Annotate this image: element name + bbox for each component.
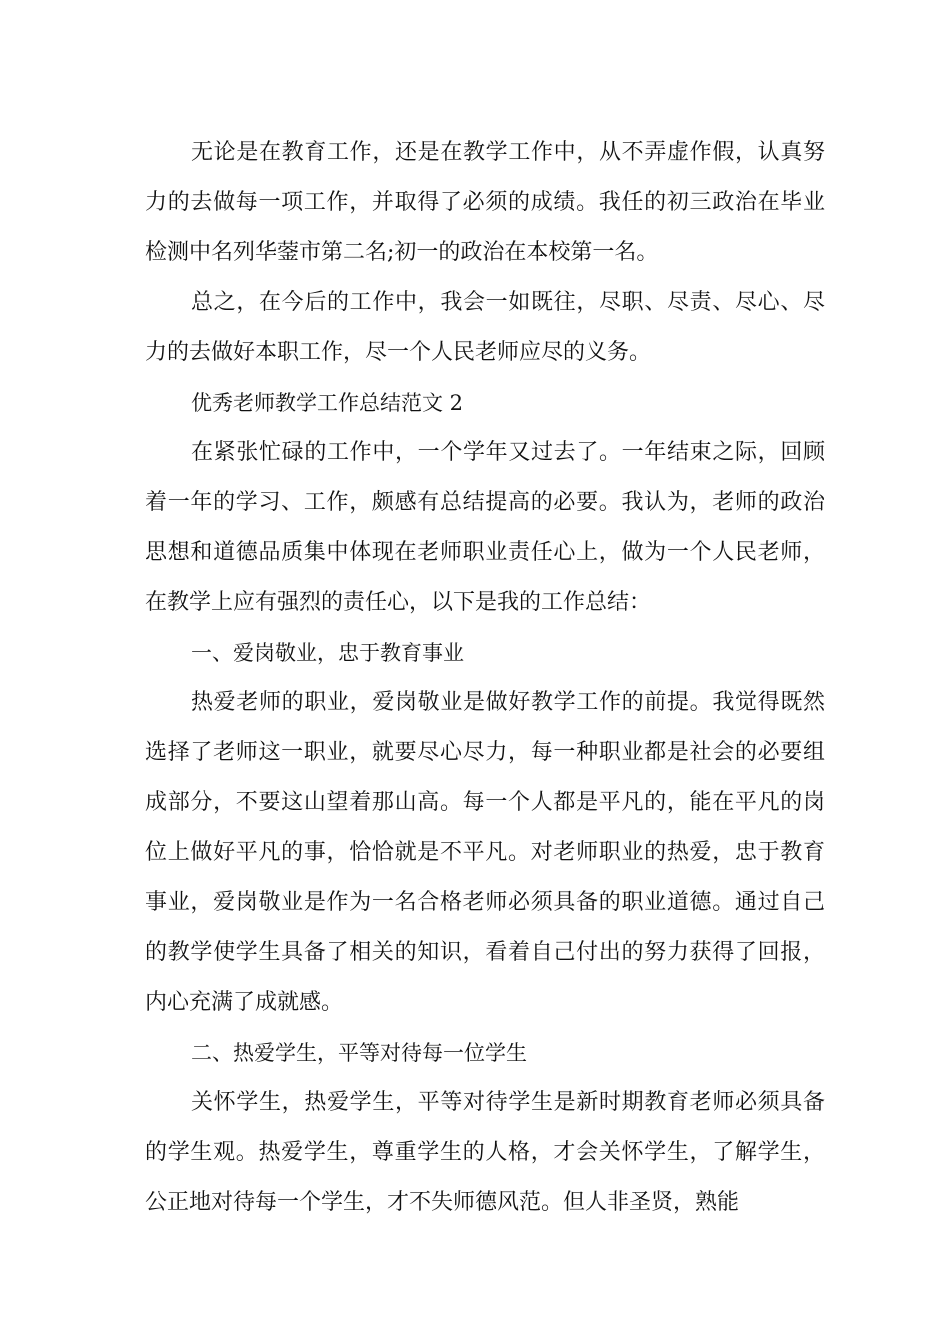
section-title-sample-2: 优秀老师教学工作总结范文 2 [191, 391, 464, 415]
paragraph-work-attitude: 无论是在教育工作，还是在教学工作中，从不弄虚作假，认真努力的去做每一项工作，并取得了必须的成绩。我任的初三政治在毕业检测中名列华蓥市第二名;初一的政治在本校第一名。 [145, 140, 825, 265]
paragraph-love-job: 热爱老师的职业，爱岗敬业是做好教学工作的前提。我觉得既然选择了老师这一职业，就要尽心尽力，每一种职业都是社会的必要组成部分，不要这山望着那山高。每一个人都是平凡的，能在平凡的岗位上做好平凡的事，恰恰就是不平凡。对老师职业的热爱，忠于教育事业，爱岗敬业是作为一名合格老师必须具备的职业道德。通过自己的教学使学生具备了相关的知识，看着自己付出的努力获得了回报，内心充满了成就感。 [145, 690, 825, 1015]
paragraph-intro: 在紧张忙碌的工作中，一个学年又过去了。一年结束之际，回顾着一年的学习、工作，颇感有总结提高的必要。我认为，老师的政治思想和道德品质集中体现在老师职业责任心上，做为一个人民老师，在教学上应有强烈的责任心，以下是我的工作总结： [145, 440, 825, 615]
heading-love-students: 二、热爱学生，平等对待每一位学生 [191, 1041, 527, 1065]
document-body [145, 128, 825, 1228]
paragraph-conclusion: 总之，在今后的工作中，我会一如既往，尽职、尽责、尽心、尽力的去做好本职工作，尽一个人民老师应尽的义务。 [145, 290, 825, 365]
heading-love-job: 一、爱岗敬业，忠于教育事业 [191, 641, 464, 665]
paragraph-love-students: 关怀学生，热爱学生，平等对待学生是新时期教育老师必须具备的学生观。热爱学生，尊重学生的人格，才会关怀学生，了解学生，公正地对待每一个学生，才不失师德风范。但人非圣贤，熟能 [145, 1090, 825, 1215]
